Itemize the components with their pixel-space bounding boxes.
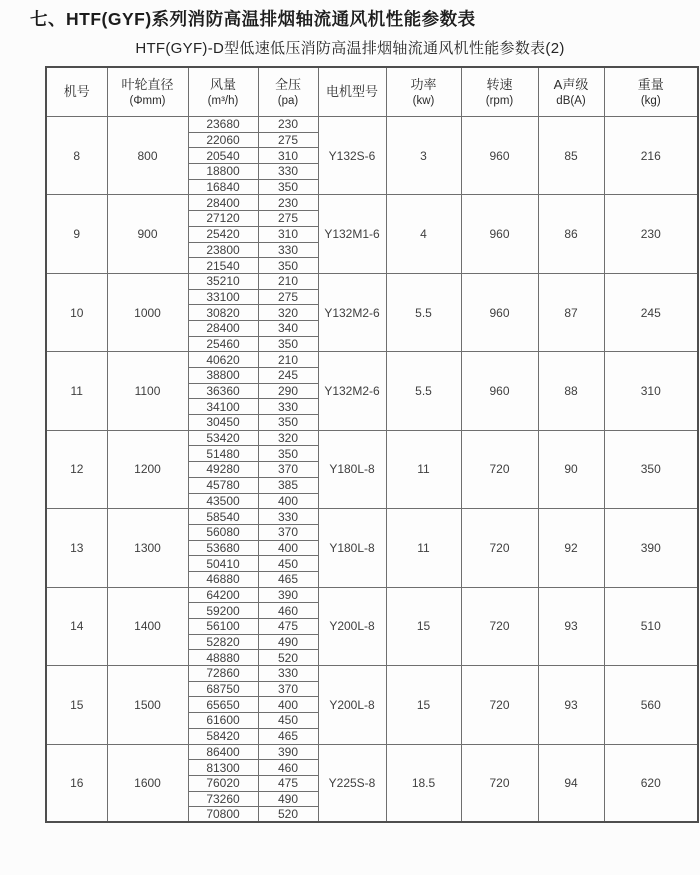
cell-impeller-diameter: 800 bbox=[107, 117, 188, 195]
cell-total-pressure: 450 bbox=[258, 556, 318, 572]
spec-table-container bbox=[45, 66, 699, 823]
cell-total-pressure: 320 bbox=[258, 430, 318, 446]
cell-weight: 510 bbox=[604, 587, 698, 665]
cell-total-pressure: 400 bbox=[258, 697, 318, 713]
cell-total-pressure: 230 bbox=[258, 117, 318, 133]
cell-power: 15 bbox=[386, 587, 461, 665]
cell-airflow: 43500 bbox=[188, 493, 258, 509]
cell-airflow: 18800 bbox=[188, 164, 258, 180]
table-row bbox=[46, 587, 698, 603]
cell-airflow: 49280 bbox=[188, 462, 258, 478]
cell-weight: 350 bbox=[604, 430, 698, 508]
cell-airflow: 20540 bbox=[188, 148, 258, 164]
cell-total-pressure: 350 bbox=[258, 258, 318, 274]
cell-motor-model: Y200L-8 bbox=[318, 666, 386, 744]
cell-total-pressure: 290 bbox=[258, 383, 318, 399]
cell-weight: 560 bbox=[604, 666, 698, 744]
cell-weight: 310 bbox=[604, 352, 698, 430]
cell-total-pressure: 475 bbox=[258, 775, 318, 791]
cell-airflow: 72860 bbox=[188, 666, 258, 682]
cell-total-pressure: 310 bbox=[258, 148, 318, 164]
cell-total-pressure: 320 bbox=[258, 305, 318, 321]
cell-total-pressure: 330 bbox=[258, 164, 318, 180]
table-row bbox=[46, 744, 698, 760]
column-header-label: 叶轮直径 bbox=[121, 76, 174, 92]
cell-airflow: 33100 bbox=[188, 289, 258, 305]
cell-noise-level: 88 bbox=[538, 352, 604, 430]
cell-airflow: 51480 bbox=[188, 446, 258, 462]
cell-weight: 230 bbox=[604, 195, 698, 273]
cell-airflow: 73260 bbox=[188, 791, 258, 807]
cell-power: 4 bbox=[386, 195, 461, 273]
column-header-unit: (kg) bbox=[640, 94, 661, 107]
cell-machine-no: 10 bbox=[46, 273, 107, 351]
cell-total-pressure: 350 bbox=[258, 336, 318, 352]
table-row bbox=[46, 273, 698, 289]
cell-weight: 390 bbox=[604, 509, 698, 587]
cell-airflow: 23680 bbox=[188, 117, 258, 133]
cell-airflow: 23800 bbox=[188, 242, 258, 258]
cell-airflow: 86400 bbox=[188, 744, 258, 760]
header-row bbox=[46, 67, 698, 117]
cell-weight: 245 bbox=[604, 273, 698, 351]
column-header bbox=[258, 67, 318, 117]
cell-airflow: 22060 bbox=[188, 132, 258, 148]
cell-total-pressure: 390 bbox=[258, 744, 318, 760]
column-header bbox=[46, 67, 107, 117]
cell-noise-level: 87 bbox=[538, 273, 604, 351]
table-row bbox=[46, 430, 698, 446]
cell-total-pressure: 490 bbox=[258, 634, 318, 650]
cell-total-pressure: 520 bbox=[258, 650, 318, 666]
cell-speed: 720 bbox=[461, 430, 538, 508]
cell-power: 3 bbox=[386, 117, 461, 195]
column-header-label: 电机型号 bbox=[325, 84, 378, 99]
cell-machine-no: 12 bbox=[46, 430, 107, 508]
cell-total-pressure: 460 bbox=[258, 603, 318, 619]
spec-table bbox=[45, 66, 699, 823]
cell-motor-model: Y180L-8 bbox=[318, 430, 386, 508]
cell-airflow: 81300 bbox=[188, 760, 258, 776]
cell-total-pressure: 370 bbox=[258, 524, 318, 540]
cell-impeller-diameter: 1100 bbox=[107, 352, 188, 430]
table-row bbox=[46, 352, 698, 368]
column-header-unit: (m³/h) bbox=[207, 94, 239, 107]
cell-airflow: 25460 bbox=[188, 336, 258, 352]
cell-airflow: 70800 bbox=[188, 807, 258, 823]
cell-total-pressure: 370 bbox=[258, 462, 318, 478]
cell-speed: 960 bbox=[461, 195, 538, 273]
cell-speed: 720 bbox=[461, 744, 538, 822]
cell-airflow: 45780 bbox=[188, 477, 258, 493]
cell-total-pressure: 490 bbox=[258, 791, 318, 807]
cell-motor-model: Y132M1-6 bbox=[318, 195, 386, 273]
column-header-unit: dB(A) bbox=[556, 94, 586, 107]
cell-airflow: 25420 bbox=[188, 226, 258, 242]
cell-airflow: 58420 bbox=[188, 728, 258, 744]
cell-speed: 720 bbox=[461, 509, 538, 587]
cell-airflow: 61600 bbox=[188, 713, 258, 729]
cell-machine-no: 15 bbox=[46, 666, 107, 744]
cell-airflow: 30450 bbox=[188, 415, 258, 431]
cell-airflow: 27120 bbox=[188, 211, 258, 227]
cell-speed: 720 bbox=[461, 587, 538, 665]
cell-total-pressure: 210 bbox=[258, 273, 318, 289]
column-header-label: 重量 bbox=[637, 76, 664, 92]
cell-total-pressure: 520 bbox=[258, 807, 318, 823]
column-header bbox=[188, 67, 258, 117]
cell-airflow: 28400 bbox=[188, 320, 258, 336]
cell-machine-no: 9 bbox=[46, 195, 107, 273]
cell-airflow: 68750 bbox=[188, 681, 258, 697]
cell-noise-level: 86 bbox=[538, 195, 604, 273]
cell-noise-level: 85 bbox=[538, 117, 604, 195]
cell-total-pressure: 465 bbox=[258, 728, 318, 744]
column-header bbox=[538, 67, 604, 117]
cell-motor-model: Y132M2-6 bbox=[318, 352, 386, 430]
cell-total-pressure: 330 bbox=[258, 399, 318, 415]
cell-machine-no: 16 bbox=[46, 744, 107, 822]
column-header bbox=[386, 67, 461, 117]
cell-airflow: 76020 bbox=[188, 775, 258, 791]
cell-airflow: 64200 bbox=[188, 587, 258, 603]
cell-power: 11 bbox=[386, 430, 461, 508]
cell-airflow: 36360 bbox=[188, 383, 258, 399]
cell-noise-level: 90 bbox=[538, 430, 604, 508]
cell-total-pressure: 275 bbox=[258, 211, 318, 227]
cell-motor-model: Y132M2-6 bbox=[318, 273, 386, 351]
cell-total-pressure: 210 bbox=[258, 352, 318, 368]
cell-power: 5.5 bbox=[386, 352, 461, 430]
cell-airflow: 56100 bbox=[188, 619, 258, 635]
cell-airflow: 35210 bbox=[188, 273, 258, 289]
column-header-label: 全压 bbox=[274, 76, 301, 92]
cell-airflow: 28400 bbox=[188, 195, 258, 211]
cell-power: 15 bbox=[386, 666, 461, 744]
cell-impeller-diameter: 1400 bbox=[107, 587, 188, 665]
cell-power: 18.5 bbox=[386, 744, 461, 822]
cell-airflow: 46880 bbox=[188, 571, 258, 587]
cell-weight: 216 bbox=[604, 117, 698, 195]
cell-machine-no: 13 bbox=[46, 509, 107, 587]
cell-airflow: 34100 bbox=[188, 399, 258, 415]
cell-noise-level: 92 bbox=[538, 509, 604, 587]
cell-airflow: 65650 bbox=[188, 697, 258, 713]
cell-airflow: 38800 bbox=[188, 368, 258, 384]
cell-total-pressure: 400 bbox=[258, 540, 318, 556]
table-row bbox=[46, 195, 698, 211]
cell-airflow: 53420 bbox=[188, 430, 258, 446]
column-header-unit: (kw) bbox=[412, 94, 435, 107]
cell-airflow: 52820 bbox=[188, 634, 258, 650]
cell-impeller-diameter: 900 bbox=[107, 195, 188, 273]
cell-noise-level: 93 bbox=[538, 587, 604, 665]
cell-total-pressure: 350 bbox=[258, 179, 318, 195]
column-header-unit: (pa) bbox=[277, 94, 299, 107]
cell-total-pressure: 330 bbox=[258, 509, 318, 525]
cell-total-pressure: 310 bbox=[258, 226, 318, 242]
cell-power: 5.5 bbox=[386, 273, 461, 351]
cell-impeller-diameter: 1500 bbox=[107, 666, 188, 744]
cell-motor-model: Y180L-8 bbox=[318, 509, 386, 587]
cell-speed: 960 bbox=[461, 117, 538, 195]
cell-total-pressure: 390 bbox=[258, 587, 318, 603]
cell-total-pressure: 245 bbox=[258, 368, 318, 384]
cell-speed: 960 bbox=[461, 273, 538, 351]
cell-motor-model: Y132S-6 bbox=[318, 117, 386, 195]
cell-impeller-diameter: 1000 bbox=[107, 273, 188, 351]
cell-total-pressure: 460 bbox=[258, 760, 318, 776]
column-header-label: 转速 bbox=[486, 76, 513, 92]
column-header-unit: (rpm) bbox=[485, 94, 514, 107]
table-subtitle: HTF(GYF)-D型低速低压消防高温排烟轴流通风机性能参数表(2) bbox=[135, 40, 565, 57]
cell-motor-model: Y225S-8 bbox=[318, 744, 386, 822]
cell-airflow: 53680 bbox=[188, 540, 258, 556]
cell-impeller-diameter: 1600 bbox=[107, 744, 188, 822]
cell-impeller-diameter: 1200 bbox=[107, 430, 188, 508]
column-header-label: 功率 bbox=[410, 76, 437, 92]
cell-machine-no: 8 bbox=[46, 117, 107, 195]
cell-total-pressure: 275 bbox=[258, 289, 318, 305]
column-header-label: 风量 bbox=[209, 76, 236, 92]
column-header bbox=[318, 67, 386, 117]
cell-machine-no: 11 bbox=[46, 352, 107, 430]
column-header bbox=[107, 67, 188, 117]
cell-noise-level: 93 bbox=[538, 666, 604, 744]
cell-airflow: 30820 bbox=[188, 305, 258, 321]
cell-power: 11 bbox=[386, 509, 461, 587]
table-row bbox=[46, 666, 698, 682]
cell-machine-no: 14 bbox=[46, 587, 107, 665]
column-header-unit: (Φmm) bbox=[129, 94, 166, 107]
cell-total-pressure: 465 bbox=[258, 571, 318, 587]
column-header bbox=[461, 67, 538, 117]
cell-total-pressure: 230 bbox=[258, 195, 318, 211]
cell-airflow: 58540 bbox=[188, 509, 258, 525]
cell-airflow: 56080 bbox=[188, 524, 258, 540]
cell-total-pressure: 350 bbox=[258, 415, 318, 431]
cell-noise-level: 94 bbox=[538, 744, 604, 822]
column-header-label: A声级 bbox=[553, 76, 589, 92]
cell-total-pressure: 450 bbox=[258, 713, 318, 729]
cell-motor-model: Y200L-8 bbox=[318, 587, 386, 665]
cell-speed: 960 bbox=[461, 352, 538, 430]
cell-total-pressure: 475 bbox=[258, 619, 318, 635]
table-row bbox=[46, 509, 698, 525]
cell-airflow: 21540 bbox=[188, 258, 258, 274]
cell-total-pressure: 330 bbox=[258, 666, 318, 682]
cell-speed: 720 bbox=[461, 666, 538, 744]
page-title: 七、HTF(GYF)系列消防高温排烟轴流通风机性能参数表 bbox=[30, 9, 476, 29]
cell-airflow: 16840 bbox=[188, 179, 258, 195]
cell-total-pressure: 350 bbox=[258, 446, 318, 462]
cell-total-pressure: 385 bbox=[258, 477, 318, 493]
cell-total-pressure: 330 bbox=[258, 242, 318, 258]
table-header bbox=[46, 67, 698, 117]
table-body bbox=[46, 117, 698, 823]
cell-airflow: 59200 bbox=[188, 603, 258, 619]
column-header bbox=[604, 67, 698, 117]
cell-impeller-diameter: 1300 bbox=[107, 509, 188, 587]
cell-airflow: 48880 bbox=[188, 650, 258, 666]
cell-weight: 620 bbox=[604, 744, 698, 822]
cell-airflow: 50410 bbox=[188, 556, 258, 572]
cell-total-pressure: 400 bbox=[258, 493, 318, 509]
column-header-label: 机号 bbox=[63, 84, 90, 99]
cell-airflow: 40620 bbox=[188, 352, 258, 368]
cell-total-pressure: 370 bbox=[258, 681, 318, 697]
cell-total-pressure: 275 bbox=[258, 132, 318, 148]
table-row bbox=[46, 117, 698, 133]
cell-total-pressure: 340 bbox=[258, 320, 318, 336]
